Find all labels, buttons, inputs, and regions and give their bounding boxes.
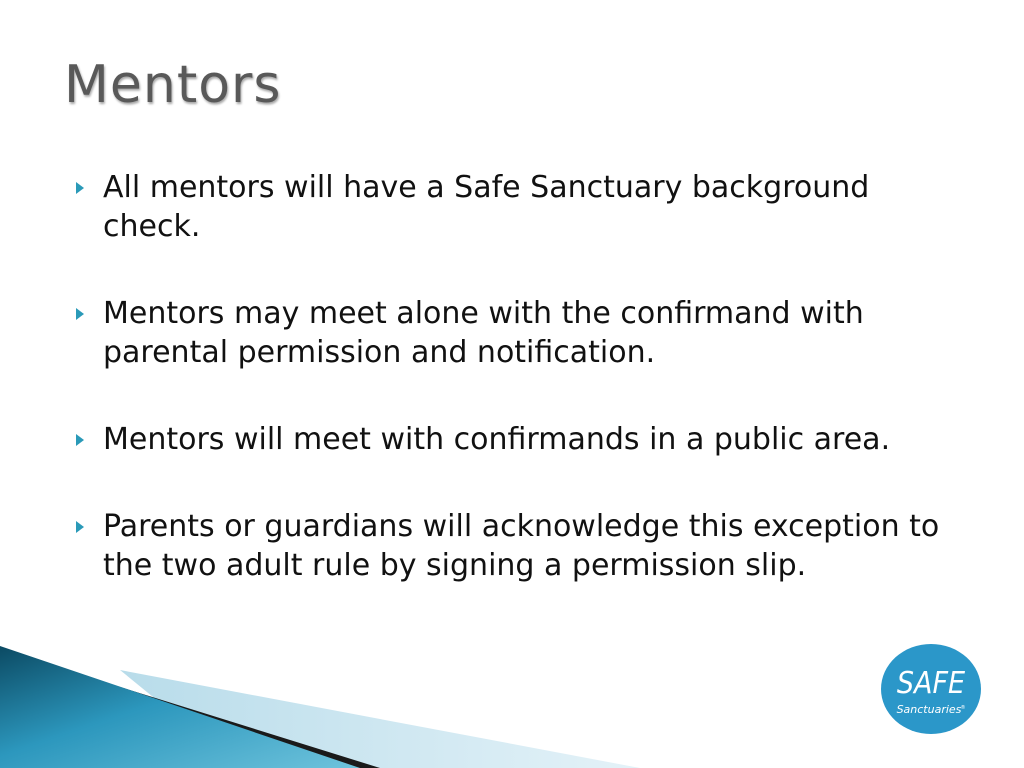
logo-sanctuaries-text: Sanctuaries [896,703,962,716]
bullet-text: Mentors will meet with confirmands in a public area. [103,422,891,457]
bullet-text: Mentors may meet alone with the confirmand with parental permission and notification. [103,296,864,370]
bullet-item [70,294,950,372]
safe-sanctuaries-logo [880,643,982,735]
logo-safe-text: SAFE [896,666,966,701]
bullet-text: All mentors will have a Safe Sanctuary background check. [103,170,870,244]
logo-registered-mark: ® [960,705,966,711]
bullet-arrow-icon [76,308,84,320]
bullet-item [70,168,950,246]
bullet-text: Parents or guardians will acknowledge this exception to the two adult rule by signing a permission slip. [103,509,940,583]
bullet-list [70,168,950,633]
corner-wave-decoration [0,640,1024,768]
bullet-arrow-icon [76,521,84,533]
bullet-arrow-icon [76,182,84,194]
bullet-item [70,420,950,459]
bullet-item [70,507,950,585]
slide-title: Mentors [64,55,282,115]
bullet-arrow-icon [76,434,84,446]
